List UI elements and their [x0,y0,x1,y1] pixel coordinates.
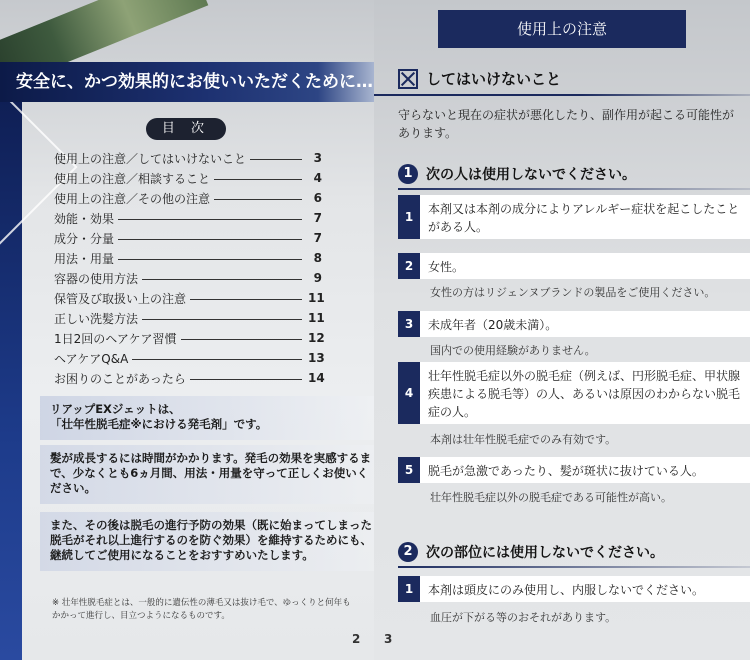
item-note: 女性の方はリジェンヌブランドの製品をご使用ください。 [430,286,716,299]
item-note: 国内での使用経験がありません。 [430,344,596,357]
group2-title: 次の部位には使用しないでください。 [426,545,664,561]
continued-use-block [40,512,374,571]
banner-title: 安全に、かつ効果的にお使いいただくために… [16,72,373,92]
toc-item[interactable]: 正しい洗髪方法 11 [54,311,325,326]
usage-duration-text: 髪が成長するには時間がかかります。発毛の効果を実感するまで、少なくとも6ヵ月間、用法・用量を守って正しくお使いください。 [50,451,372,495]
right-page [374,0,750,660]
item-text: 壮年性脱毛症以外の脱毛症（例えば、円形脱毛症、甲状腺疾患による脱毛等）の人、あるいは原因のわからない脱毛症の人。 [428,369,741,419]
toc-item[interactable]: 使用上の注意／してはいけないこと 3 [54,151,322,166]
toc-item[interactable]: 成分・分量 7 [54,231,322,246]
toc-item[interactable]: 容器の使用方法 9 [54,271,322,286]
list-item [398,576,750,602]
toc-item[interactable]: 効能・効果 7 [54,211,322,226]
item-note: 壮年性脱毛症以外の脱毛症である可能性が高い。 [430,491,672,504]
item-number: 2 [398,253,420,279]
toc-item[interactable]: ヘアケアQ&A 13 [54,351,325,366]
page-header: 使用上の注意 [438,10,686,48]
group1-number: 1 [398,164,418,184]
list-item [398,311,750,337]
continued-use-text: また、その後は脱毛の進行予防の効果（既に始まってしまった脱毛がそれ以上進行するのを防ぐ効果）を維持するためにも、継続してご使用になることをおすすめいたします。 [50,518,372,562]
toc-item[interactable]: 保管及び取扱い上の注意 11 [54,291,325,306]
item-text: 本剤又は本剤の成分によりアレルギー症状を起こしたことがある人。 [428,202,740,234]
list-item [398,457,750,483]
intro-text: 守らないと現在の症状が悪化したり、副作用が起こる可能性があります。 [398,108,735,140]
prohibited-x-icon [398,69,418,89]
section-heading [398,68,561,89]
product-description-block [40,396,374,440]
section-divider [374,94,750,96]
item-number: 5 [398,457,420,483]
group2-heading [398,542,664,562]
product-description-line: 「壮年性脱毛症※における発毛剤」です。 [50,417,268,431]
item-number: 1 [398,195,420,239]
left-page [0,0,374,660]
item-text: 未成年者（20歳未満）。 [428,318,558,332]
list-item [398,195,750,239]
item-text: 脱毛が急激であったり、髪が斑状に抜けている人。 [428,464,704,478]
group2-divider [398,566,750,568]
product-description-line: リアップEXジェットは、 [50,402,181,416]
page-number: 2 [352,632,361,646]
usage-duration-block [40,445,374,504]
toc-item[interactable]: お困りのことがあったら 14 [54,371,325,386]
item-number: 3 [398,311,420,337]
item-note: 本剤は壮年性脱毛症でのみ有効です。 [430,433,617,446]
item-note: 血圧が下がる等のおそれがあります。 [430,611,617,624]
toc-item[interactable]: 使用上の注意／その他の注意 6 [54,191,322,206]
list-item [398,362,750,424]
group2-number: 2 [398,542,418,562]
item-number: 4 [398,362,420,424]
list-item [398,253,750,279]
toc-item[interactable]: 用法・用量 8 [54,251,322,266]
group1-divider [398,188,750,190]
toc-title: 目 次 [146,118,226,140]
group1-heading [398,164,636,184]
item-text: 女性。 [428,260,465,274]
page-number: 3 [384,632,393,646]
toc-item[interactable]: 1日2回のヘアケア習慣 12 [54,331,325,346]
toc-item[interactable]: 使用上の注意／相談すること 4 [54,171,322,186]
item-text: 本剤は頭皮にのみ使用し、内服しないでください。 [428,583,705,597]
footnote: ※ 壮年性脱毛症とは、一般的に遺伝性の薄毛又は抜け毛で、ゆっくりと何年もかかって進行し、目立つようになるものです。 [52,598,351,621]
group1-title: 次の人は使用しないでください。 [426,167,636,183]
item-number: 1 [398,576,420,602]
section-title: してはいけないこと [426,70,562,88]
